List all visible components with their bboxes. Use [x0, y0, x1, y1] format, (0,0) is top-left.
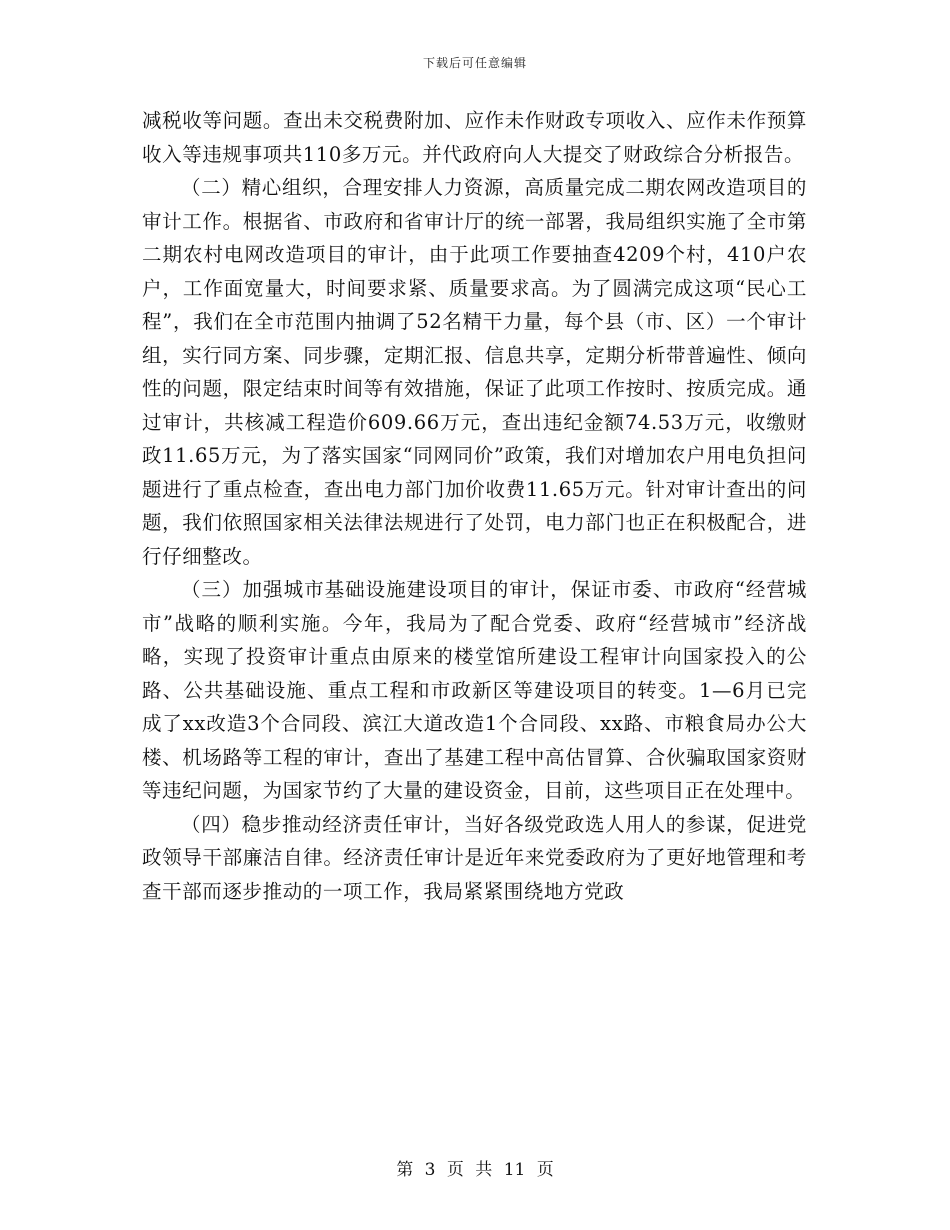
paragraph-continuation: 减税收等问题。查出未交税费附加、应作未作财政专项收入、应作未作预算收入等违规事项共110多万元。并代政府向人大提交了财政综合分析报告。: [142, 109, 807, 166]
page-footer: 第 3 页 共 11 页: [396, 1160, 554, 1180]
paragraph-section-3: （三）加强城市基础设施建设项目的审计，保证市委、市政府“经营城市”战略的顺利实施。今年，我局为了配合党委、政府“经营城市”经济战略，实现了投资审计重点由原来的楼堂馆所建设工程审计向国家投入的公路、公共基础设施、重点工程和市政新区等建设项目的转变。1—6月已完成了xx改造3个合同段、滨江大道改造1个合同段、xx路、市粮食局办公大楼、机场路等工程的审计，查出了基建工程中高估冒算、合伙骗取国家资财等违纪问题，为国家节约了大量的建设资金，目前，这些项目正在处理中。: [142, 578, 807, 802]
document-body: [142, 104, 807, 908]
paragraph-section-4: （四）稳步推动经济责任审计，当好各级党政选人用人的参谋，促进党政领导干部廉洁自律。经济责任审计是近年来党委政府为了更好地管理和考查干部而逐步推动的一项工作，我局紧紧围绕地方党政: [142, 812, 807, 903]
page-header: 下载后可任意编辑: [422, 56, 527, 70]
paragraph-section-2: （二）精心组织，合理安排人力资源，高质量完成二期农网改造项目的审计工作。根据省、市政府和省审计厅的统一部署，我局组织实施了全市第二期农村电网改造项目的审计，由于此项工作要抽查4209个村，410户农户，工作面宽量大，时间要求紧、质量要求高。为了圆满完成这项“民心工程”，我们在全市范围内抽调了52名精干力量，每个县（市、区）一个审计组，实行同方案、同步骤，定期汇报、信息共享，定期分析带普遍性、倾向性的问题，限定结束时间等有效措施，保证了此项工作按时、按质完成。通过审计，共核减工程造价609.66万元，查出违纪金额74.53万元，收缴财政11.65万元，为了落实国家“同网同价”政策，我们对增加农户用电负担问题进行了重点检查，查出电力部门加价收费11.65万元。针对审计查出的问题，我们依照国家相关法律法规进行了处罚，电力部门也正在积极配合，进行仔细整改。: [142, 176, 807, 568]
